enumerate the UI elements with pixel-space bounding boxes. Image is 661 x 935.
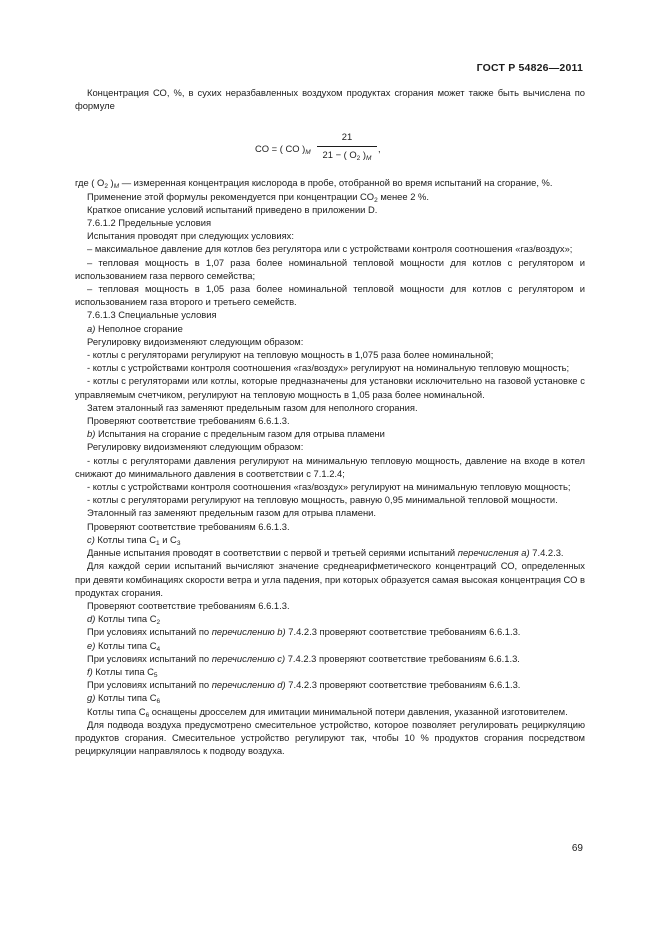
paragraph-where: где ( $O_2$ )$_M$ — измеренная концентрация кислорода в пробе, отобранной во время испытаний на сгорание, %. xyxy=(75,177,553,191)
list-item: - котлы с устройствами контроля соотношения «газ/воздух» регулируют на минимальную тепловую мощность; xyxy=(87,481,571,493)
subsection-e: e) Котлы типа $C_4$ xyxy=(87,639,161,653)
formula-lhs: CO = ( CO )$_M$ xyxy=(255,143,311,157)
list-item: – тепловая мощность в 1,07 раза более номинальной тепловой мощности для котлов с регулятором и использованием газа первого семейства; xyxy=(75,256,585,281)
paragraph-g-body: Котлы типа $C_6$ оснащены дросселем для имитации минимальной потери давления, указанной изготовителем. xyxy=(87,705,568,719)
subsection-d: d) Котлы типа $C_2$ xyxy=(87,613,161,627)
page-number: 69 xyxy=(571,843,583,854)
paragraph-check: Проверяют соответствие требованиям 6.6.1.3. xyxy=(87,599,290,611)
paragraph-adjust: Регулировку видоизменяют следующим образом: xyxy=(87,335,304,347)
paragraph-condition-c: При условиях испытаний по перечислению c) 7.4.2.3 проверяют соответствие требованиям 6.6.1.3. xyxy=(87,652,520,664)
paragraph-tests-under: Испытания проводят при следующих условиях: xyxy=(87,230,294,242)
formula-fraction xyxy=(317,130,377,160)
paragraph-c-data: Данные испытания проводят в соответствии с первой и третьей сериями испытаний перечисления a) 7.4.2.3. xyxy=(87,547,564,559)
paragraph-air: Для подвода воздуха предусмотрено смесительное устройство, которое позволяет регулировать рециркуляцию продуктов сгорания. Смесительное устройство регулируют так, чтобы 10 % продуктов сгорания посредством рециркуляции направлялось к подводу воздуха. xyxy=(75,718,585,757)
paragraph-check: Проверяют соответствие требованиям 6.6.1.3. xyxy=(87,520,290,532)
paragraph-c-each: Для каждой серии испытаний вычисляют значение среднеарифметического концентраций СО, определенных при девяти комбинациях скорости ветра и угла падения, при которых образуется самая высокая концентрация СО в продуктах сгорания. xyxy=(75,560,585,598)
paragraph-intro: Концентрация СО, %, в сухих неразбавленных воздухом продуктах сгорания может также быть вычислена по формуле xyxy=(75,87,585,112)
paragraph-use: Применение этой формулы рекомендуется при концентрации $CO_2$ менее 2 %. xyxy=(87,190,429,204)
list-item: – максимальное давление для котлов без регулятора или с устройствами контроля соотношения «газ/воздух»; xyxy=(87,243,573,255)
standard-header: ГОСТ Р 54826—2011 xyxy=(476,62,583,74)
list-item: - котлы с устройствами контроля соотношения «газ/воздух» регулируют на номинальную тепловую мощность; xyxy=(87,362,570,374)
list-item: – тепловая мощность в 1,05 раза более номинальной тепловой мощности для котлов с регулятором и использованием газа второго и третьего семейств. xyxy=(75,283,585,308)
subsection-a: a) Неполное сгорание xyxy=(87,322,183,334)
formula-numerator: 21 xyxy=(317,130,377,146)
paragraph-condition-b: При условиях испытаний по перечислению b) 7.4.2.3 проверяют соответствие требованиям 6.6.1.3. xyxy=(87,626,521,638)
list-item: - котлы с регуляторами регулируют на тепловую мощность в 1,075 раза более номинальной; xyxy=(87,349,494,361)
paragraph-replace: Эталонный газ заменяют предельным газом для отрыва пламени. xyxy=(87,507,377,519)
list-item: - котлы с регуляторами или котлы, которые предназначены для установки исключительно на газовой установке с управляемым счетчиком, регулируют на тепловую мощность в 1,05 раза более номинальной. xyxy=(75,375,585,400)
paragraph-check: Проверяют соответствие требованиям 6.6.1.3. xyxy=(87,415,290,427)
subsection-f: f) Котлы типа $C_5$ xyxy=(87,665,158,679)
list-item: - котлы с регуляторами давления регулируют на минимальную тепловую мощность, давление на входе в котел снижают до минимального давления в соответствии с 7.1.2.4; xyxy=(75,454,585,479)
co-formula xyxy=(75,112,585,176)
subsection-g: g) Котлы типа $C_6$ xyxy=(87,692,161,706)
paragraph-brief: Краткое описание условий испытаний приведено в приложении D. xyxy=(87,203,378,215)
section-heading-7613: 7.6.1.3 Специальные условия xyxy=(87,309,217,321)
paragraph-condition-d: При условиях испытаний по перечислению d) 7.4.2.3 проверяют соответствие требованиям 6.6.1.3. xyxy=(87,679,521,691)
paragraph-adjust: Регулировку видоизменяют следующим образом: xyxy=(87,441,304,453)
page-content xyxy=(75,86,585,757)
section-heading-7612: 7.6.1.2 Предельные условия xyxy=(87,217,212,229)
list-item: - котлы с регуляторами регулируют на тепловую мощность, равную 0,95 минимальной тепловой мощности. xyxy=(87,494,558,506)
formula-comma: , xyxy=(378,143,381,155)
paragraph-replace: Затем эталонный газ заменяют предельным газом для неполного сгорания. xyxy=(87,401,418,413)
subsection-c: c) Котлы типа $C_1$ и $C_3$ xyxy=(87,533,181,547)
subsection-b: b) Испытания на сгорание с предельным газом для отрыва пламени xyxy=(87,428,385,440)
formula-denominator: 21 − ( $O_2$ )$_M$ xyxy=(322,148,372,162)
